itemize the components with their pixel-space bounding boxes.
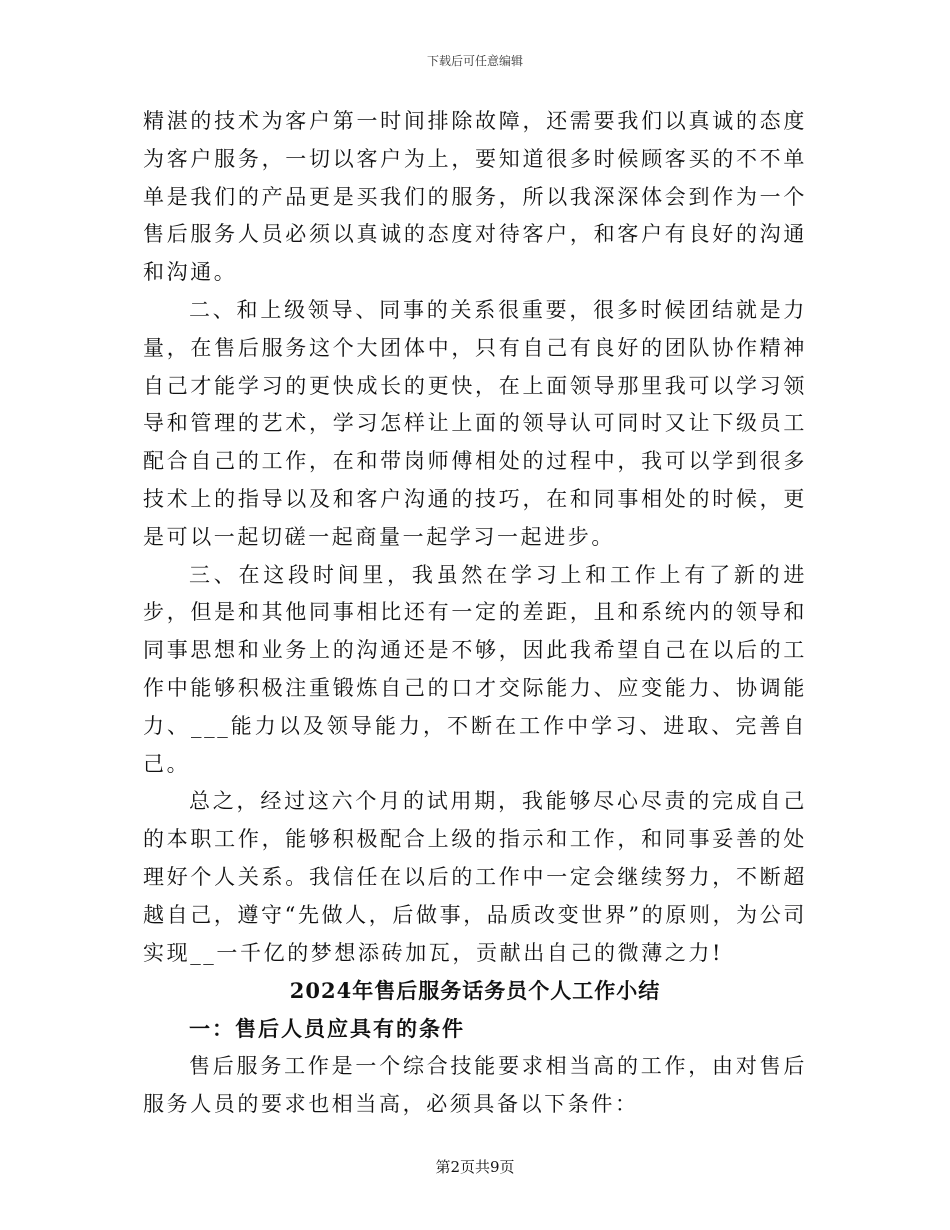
page-number: 第2页共9页 [435,1158,515,1176]
document-body [143,103,807,1124]
page-header: 下载后可任意编辑 [426,54,523,68]
document-title: 2024年售后服务话务员个人工作小结 [289,978,661,1004]
paragraph-requirements: 售后服务工作是一个综合技能要求相当高的工作，由对售后服务人员的要求也相当高，必须具备以下条件： [143,1053,807,1116]
paragraph-colleague-relations: 二、和上级领导、同事的关系很重要，很多时候团结就是力量，在售后服务这个大团体中，只有自己有良好的团队协作精神自己才能学习的更快成长的更快，在上面领导那里我可以学习领导和管理的艺术，学习怎样让上面的领导认可同时又让下级员工配合自己的工作，在和带岗师傅相处的过程中，我可以学到很多技术上的指导以及和客户沟通的技巧，在和同事相处的时候，更是可以一起切磋一起商量一起学习一起进步。 [143,297,807,549]
paragraph-summary: 总之，经过这六个月的试用期，我能够尽心尽责的完成自己的本职工作，能够积极配合上级的指示和工作，和同事妥善的处理好个人关系。我信任在以后的工作中一定会继续努力，不断超越自己，遵守“先做人，后做事，品质改变世界”的原则，为公司实现__一千亿的梦想添砖加瓦，贡献出自己的微薄之力! [143,789,807,965]
paragraph-self-improvement: 三、在这段时间里，我虽然在学习上和工作上有了新的进步，但是和其他同事相比还有一定的差距，且和系统内的领导和同事思想和业务上的沟通还是不够，因此我希望自己在以后的工作中能够积极注重锻炼自己的口才交际能力、应变能力、协调能力、___能力以及领导能力，不断在工作中学习、进取、完善自己。 [143,562,807,776]
section-heading: 一：售后人员应具有的条件 [189,1016,465,1042]
paragraph-continuation: 精湛的技术为客户第一时间排除故障，还需要我们以真诚的态度为客户服务，一切以客户为上，要知道很多时候顾客买的不不单单是我们的产品更是买我们的服务，所以我深深体会到作为一个售后服务人员必须以真诚的态度对待客户，和客户有良好的沟通和沟通。 [143,109,807,285]
